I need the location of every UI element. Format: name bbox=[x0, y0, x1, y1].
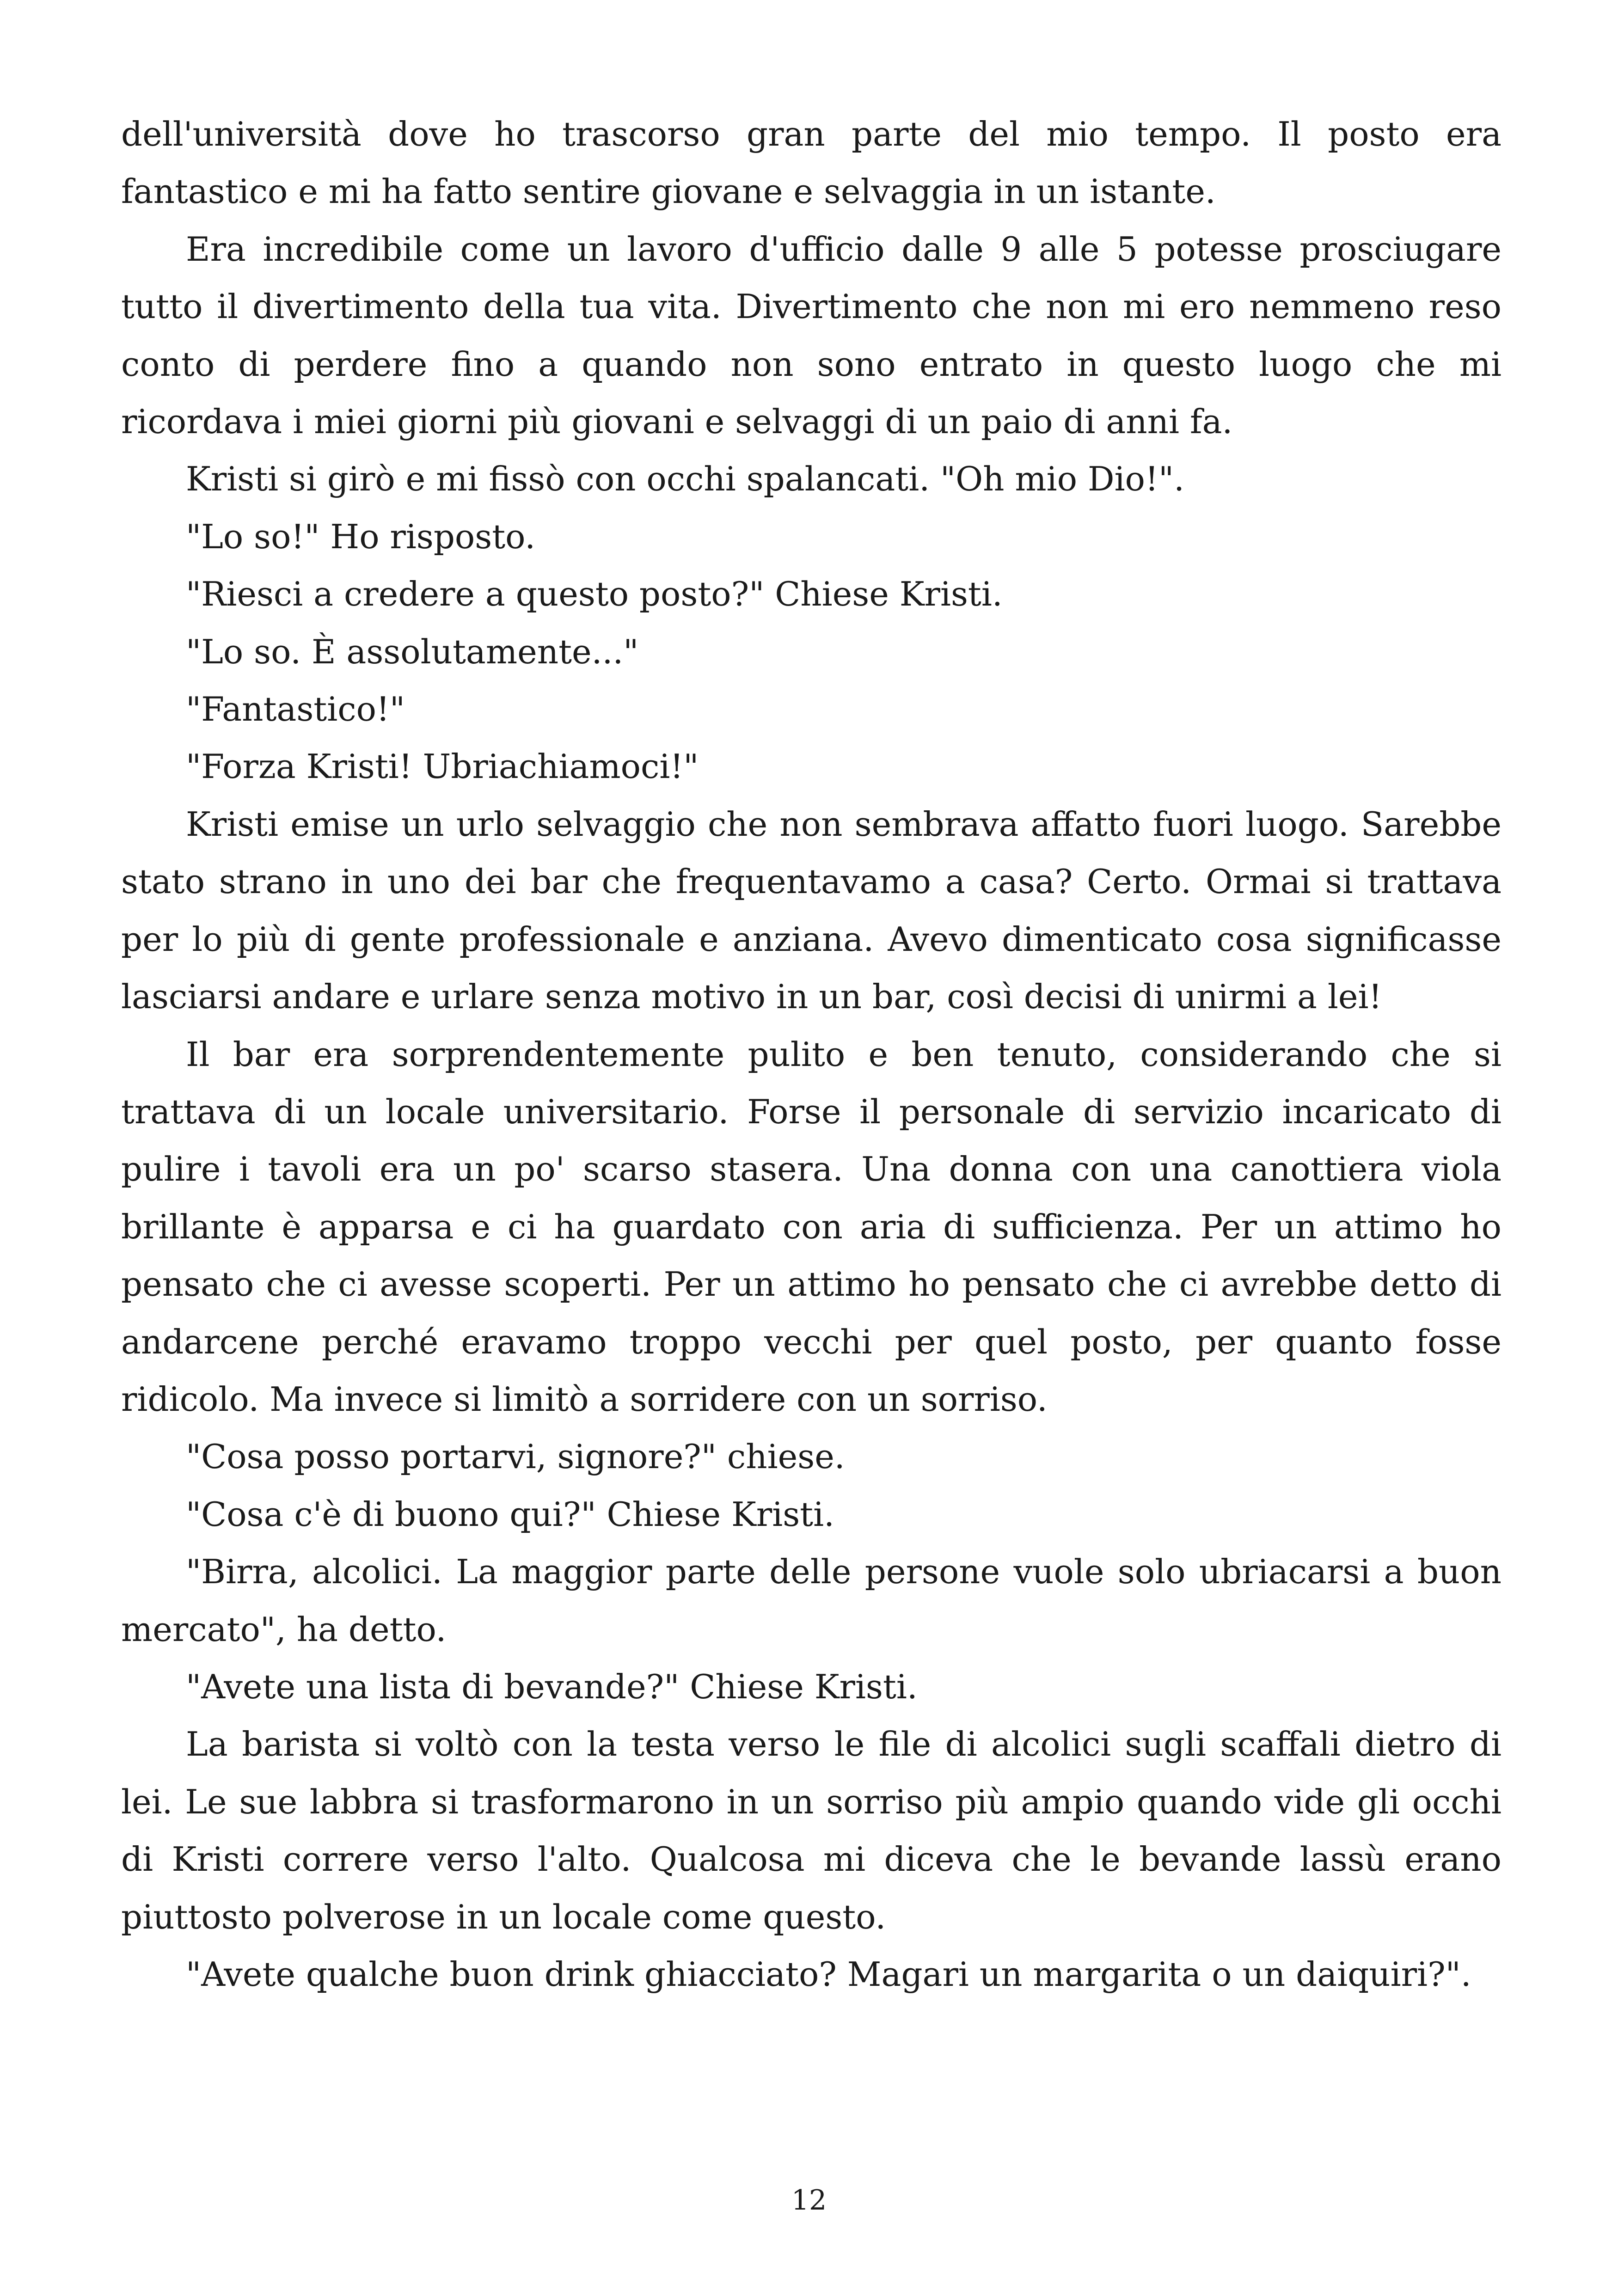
paragraph: Era incredibile come un lavoro d'ufficio dalle 9 alle 5 potesse prosciugare tutto il divertimento della tua vita. Divertimento che non mi ero nemmeno reso conto di perdere fino a quando non sono entrato in questo luogo che mi ricordava i miei giorni più giovani e selvaggi di un paio di anni fa. bbox=[121, 229, 1502, 441]
paragraph: "Riesci a credere a questo posto?" Chiese Kristi. bbox=[186, 575, 1003, 614]
paragraph: La barista si voltò con la testa verso le file di alcolici sugli scaffali dietro di lei. Le sue labbra si trasformarono in un sorriso più ampio quando vide gli occhi di Kristi correre verso l'alto. Qualcosa mi diceva che le bevande lassù erano piuttosto polverose in un locale come questo. bbox=[121, 1725, 1502, 1936]
paragraph: "Cosa posso portarvi, signore?" chiese. bbox=[186, 1437, 845, 1476]
body-text bbox=[121, 105, 1502, 2003]
paragraph: "Forza Kristi! Ubriachiamoci!" bbox=[186, 747, 699, 786]
paragraph: Il bar era sorprendentemente pulito e ben tenuto, considerando che si trattava di un locale universitario. Forse il personale di servizio incaricato di pulire i tavoli era un po' scarso stasera. Una donna con una canottiera viola brillante è apparsa e ci ha guardato con aria di sufficienza. Per un attimo ho pensato che ci avesse scoperti. Per un attimo ho pensato che ci avrebbe detto di andarcene perché eravamo troppo vecchi per quel posto, per quanto fosse ridicolo. Ma invece si limitò a sorridere con un sorriso. bbox=[121, 1035, 1502, 1419]
paragraph: "Fantastico!" bbox=[186, 690, 405, 729]
paragraph: dell'università dove ho trascorso gran parte del mio tempo. Il posto era fantastico e mi ha fatto sentire giovane e selvaggia in un istante. bbox=[121, 115, 1502, 211]
paragraph: "Birra, alcolici. La maggior parte delle persone vuole solo ubriacarsi a buon mercato", ha detto. bbox=[121, 1552, 1502, 1649]
paragraph: Kristi si girò e mi fissò con occhi spalancati. "Oh mio Dio!". bbox=[186, 459, 1184, 499]
paragraph: "Avete qualche buon drink ghiacciato? Magari un margarita o un daiquiri?". bbox=[186, 1955, 1471, 1994]
paragraph: "Lo so. È assolutamente..." bbox=[186, 632, 639, 671]
paragraph: Kristi emise un urlo selvaggio che non sembrava affatto fuori luogo. Sarebbe stato strano in uno dei bar che frequentavamo a casa? Certo. Ormai si trattava per lo più di gente professionale e anziana. Avevo dimenticato cosa significasse lasciarsi andare e urlare senza motivo in un bar, così decisi di unirmi a lei! bbox=[121, 804, 1502, 1016]
paragraph: "Avete una lista di bevande?" Chiese Kristi. bbox=[186, 1667, 918, 1706]
page-number: 12 bbox=[791, 2184, 827, 2216]
paragraph: "Cosa c'è di buono qui?" Chiese Kristi. bbox=[186, 1494, 835, 1534]
paragraph: "Lo so!" Ho risposto. bbox=[186, 517, 536, 556]
